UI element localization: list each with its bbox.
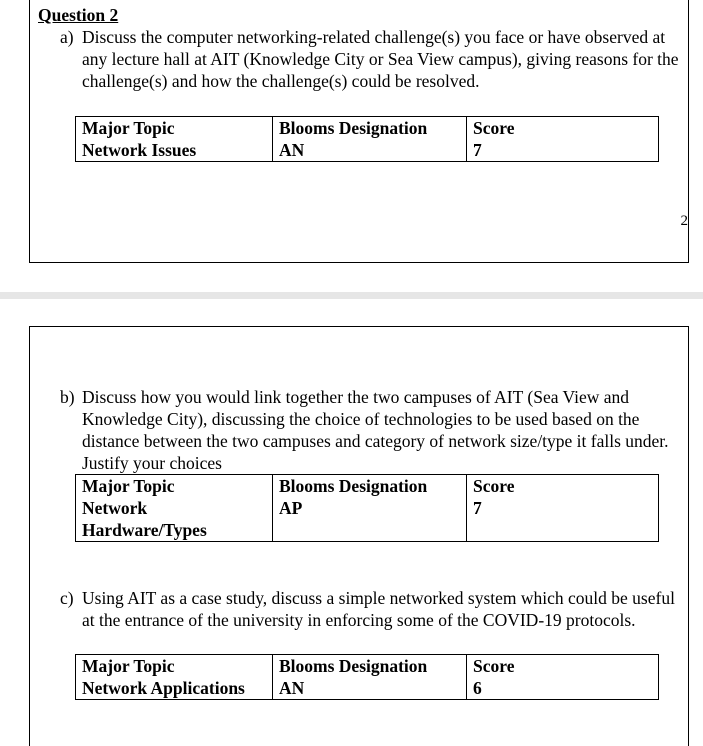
- blooms-label: Blooms Designation: [279, 476, 428, 496]
- part-a-rubric-table: [75, 116, 659, 162]
- part-a-text: Discuss the computer networking-related challenge(s) you face or have observed at any lecture hall at AIT (Knowledge City or Sea View campus), giving reasons for the challenge(s) and how the challenge(s) could be resolved.: [82, 27, 679, 91]
- score-value: 7: [473, 140, 482, 160]
- score-value: 6: [473, 678, 482, 698]
- topic-label: Major Topic: [82, 476, 175, 496]
- blooms-value: AN: [279, 140, 305, 160]
- rubric-blooms-cell: [273, 117, 467, 162]
- rubric-blooms-cell: [273, 655, 467, 700]
- part-a-letter: a): [60, 27, 74, 47]
- score-value: 7: [473, 498, 482, 518]
- part-c-rubric-table: [75, 654, 659, 700]
- rubric-topic-cell: [76, 117, 273, 162]
- rubric-score-cell: [467, 117, 659, 162]
- topic-value: Network Hardware/Types: [82, 498, 207, 540]
- topic-value: Network Applications: [82, 678, 245, 698]
- document-page-2: [29, 326, 689, 746]
- table-row: [76, 655, 659, 700]
- blooms-value: AN: [279, 678, 305, 698]
- document-page-1: [29, 0, 689, 263]
- question-heading: Question 2: [38, 5, 119, 25]
- rubric-topic-cell: [76, 655, 273, 700]
- rubric-blooms-cell: [273, 475, 467, 542]
- page-separator: [0, 292, 703, 299]
- score-label: Score: [473, 118, 515, 138]
- rubric-topic-cell: [76, 475, 273, 542]
- rubric-score-cell: [467, 475, 659, 542]
- part-c-letter: c): [60, 588, 74, 608]
- topic-label: Major Topic: [82, 656, 175, 676]
- blooms-label: Blooms Designation: [279, 656, 428, 676]
- topic-label: Major Topic: [82, 118, 175, 138]
- part-b-text: Discuss how you would link together the two campuses of AIT (Sea View and Knowledge City), discussing the choice of technologies to be used based on the distance between the two campuses and category of network size/type it falls under. Justify your choices: [82, 387, 669, 473]
- page-number: 2: [680, 213, 688, 229]
- part-c-text: Using AIT as a case study, discuss a simple networked system which could be useful at the entrance of the university in enforcing some of the COVID-19 protocols.: [82, 588, 675, 630]
- score-label: Score: [473, 656, 515, 676]
- table-row: [76, 475, 659, 542]
- rubric-score-cell: [467, 655, 659, 700]
- part-b-rubric-table: [75, 474, 659, 542]
- score-label: Score: [473, 476, 515, 496]
- topic-value: Network Issues: [82, 140, 197, 160]
- blooms-value: AP: [279, 498, 303, 518]
- part-b-letter: b): [60, 387, 75, 407]
- blooms-label: Blooms Designation: [279, 118, 428, 138]
- table-row: [76, 117, 659, 162]
